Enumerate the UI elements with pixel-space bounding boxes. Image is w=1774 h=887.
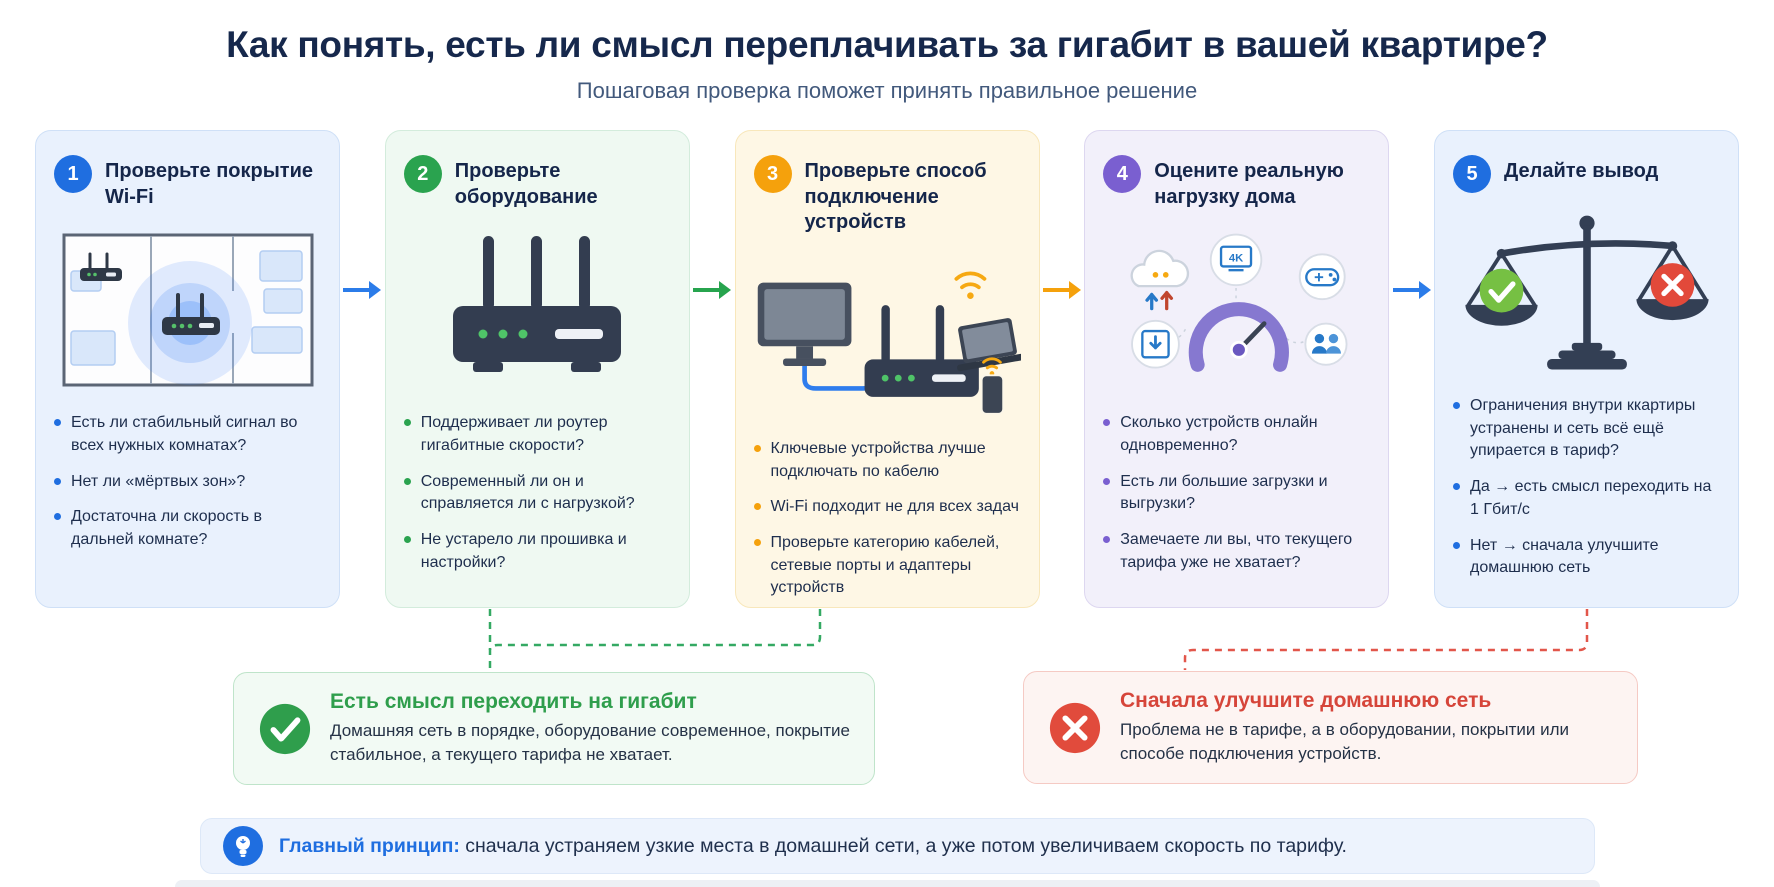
arrow-right-icon: [341, 278, 383, 302]
list-item: [54, 506, 321, 551]
outcome-negative-text: Проблема не в тарифе, а в оборудовании, покрытии или способе подключения устройств.: [1120, 719, 1570, 763]
bullet-text: Поддерживает ли роутер гигабитные скорости?: [420, 414, 608, 454]
wired-devices-illustration: [754, 240, 1021, 432]
outcome-positive-text: Домашняя сеть в порядке, оборудование современное, покрытие стабильное, а текущего тарифа не хватает.: [330, 720, 850, 764]
wifi-coverage-illustration: [54, 214, 321, 406]
steps-row: [35, 130, 1739, 608]
bullet-text: Замечаете ли вы, что текущего тарифа уже не хватает?: [1120, 531, 1353, 571]
step-5-header: [1453, 155, 1720, 193]
step-1-bullets: [54, 412, 321, 552]
scales-illustration: [1453, 197, 1720, 389]
step-2-header: [404, 155, 671, 210]
step-2-bullets: [404, 412, 671, 574]
list-item: [1453, 476, 1720, 521]
step-1-header: [54, 155, 321, 210]
list-item: [404, 529, 671, 574]
outcome-positive-body: [330, 690, 850, 767]
arrow-right-icon: [1391, 278, 1433, 302]
step-4-number-badge: 4: [1103, 155, 1141, 193]
balance-scales-icon: [1454, 200, 1720, 386]
bullet-text: Wi-Fi подходит не для всех задач: [770, 498, 1019, 516]
list-item: [1453, 535, 1720, 580]
bullet-text: Нет ли «мёртвых зон»?: [71, 472, 246, 490]
bullet-text: Есть ли стабильный сигнал во всех нужных комнатах?: [71, 414, 298, 454]
bullet-dot: [54, 419, 61, 426]
bullet-dot: [1103, 419, 1110, 426]
list-item: [404, 412, 671, 457]
router-icon: [427, 230, 647, 390]
svg-text:4K: 4K: [1229, 252, 1244, 265]
x-circle-icon: [1048, 701, 1102, 755]
arrow-right-icon: [691, 278, 733, 302]
step-2-number-badge: 2: [404, 155, 442, 193]
flow-arrow-4: [1390, 130, 1434, 608]
principle-text: сначала устраняем узкие места в домашней сети, а уже потом увеличиваем скорость по тарифу.: [465, 834, 1347, 857]
step-card-2: [385, 130, 690, 608]
list-item: [754, 496, 1021, 519]
step-card-1: [35, 130, 340, 608]
lightbulb-icon: [223, 826, 263, 866]
bullet-dot: [54, 513, 61, 520]
principle-label: Главный принцип:: [279, 834, 460, 857]
check-circle-icon: [258, 702, 312, 756]
bullet-text: Не устарело ли прошивка и настройки?: [420, 531, 627, 571]
step-4-title: Оцените реальную нагрузку дома: [1154, 160, 1344, 208]
step-5-title: Делайте вывод: [1504, 160, 1659, 182]
principle-line: [279, 835, 1347, 858]
bullet-dot: [1103, 536, 1110, 543]
step-1-number-badge: 1: [54, 155, 92, 193]
step-card-4: [1084, 130, 1389, 608]
bullet-dot: [404, 536, 411, 543]
bullet-text: Проверьте категорию кабелей, сетевые порты и адаптеры устройств: [770, 533, 1000, 597]
step-5-bullets: [1453, 395, 1720, 580]
bullet-dot: [1453, 402, 1460, 409]
outcome-positive-title: Есть смысл переходить на гигабит: [330, 689, 697, 713]
step-2-title: Проверьте оборудование: [454, 160, 598, 208]
outcome-negative-body: [1120, 689, 1613, 766]
bullet-dot: [1453, 542, 1460, 549]
step-4-bullets: [1103, 412, 1370, 574]
bullet-text: Да → есть смысл переходить на 1 Гбит/с: [1470, 478, 1712, 518]
principle-banner: [200, 818, 1595, 874]
bullet-text: Ключевые устройства лучше подключать по кабелю: [770, 439, 986, 480]
list-item: [1103, 471, 1370, 516]
bullet-text: Есть ли большие загрузки и выгрузки?: [1120, 472, 1328, 513]
bullet-text: Ограничения внутри ккартиры устранены и сеть всё ещё упирается в тариф?: [1470, 397, 1696, 460]
connector-green-dashed: [490, 609, 820, 671]
bullet-text: Нет → сначала улучшите домашнюю сеть: [1470, 536, 1659, 577]
flow-arrow-1: [340, 130, 384, 608]
step-3-title: Проверьте способ подключение устройств: [804, 160, 987, 234]
bullet-dot: [754, 503, 761, 510]
network-load-gauge-icon: [1103, 224, 1370, 396]
step-1-title: Проверьте покрытие Wi-Fi: [105, 160, 314, 208]
step-4-header: [1103, 155, 1370, 210]
bullet-dot: [54, 478, 61, 485]
outcome-negative-title: Сначала улучшите домашнюю сеть: [1120, 688, 1492, 712]
wired-devices-icon: [754, 251, 1021, 421]
list-item: [54, 471, 321, 494]
bullet-text: Сколько устройств онлайн одновременно?: [1120, 414, 1318, 454]
page-subtitle: Пошаговая проверка поможет принять правильное решение: [576, 78, 1198, 103]
step-3-header: [754, 155, 1021, 236]
outcome-negative-card: [1023, 671, 1638, 784]
list-item: [754, 438, 1021, 483]
step-card-3: [735, 130, 1040, 608]
bullet-dot: [754, 539, 761, 546]
bullet-text: Достаточна ли скорость в дальней комнате?: [71, 508, 263, 549]
connector-red-dashed: [1185, 609, 1587, 670]
list-item: [1103, 412, 1370, 457]
list-item: [1453, 395, 1720, 463]
list-item: [1103, 529, 1370, 574]
list-item: [54, 412, 321, 457]
page-title: Как понять, есть ли смысл переплачивать за гигабит в вашей квартире?: [226, 24, 1548, 65]
router-illustration: [404, 214, 671, 406]
network-load-illustration: [1103, 214, 1370, 406]
bullet-dot: [754, 445, 761, 452]
step-3-number-badge: 3: [754, 155, 792, 193]
flow-arrow-2: [690, 130, 734, 608]
bullet-dot: [404, 419, 411, 426]
bullet-dot: [1103, 478, 1110, 485]
wifi-coverage-floorplan-icon: [62, 233, 314, 387]
flow-arrow-3: [1040, 130, 1084, 608]
list-item: [754, 532, 1021, 600]
outcome-positive-card: [233, 672, 875, 785]
bullet-dot: [1453, 483, 1460, 490]
list-item: [404, 471, 671, 516]
bottom-strip: [175, 880, 1600, 887]
step-3-bullets: [754, 438, 1021, 600]
step-card-5: [1434, 130, 1739, 608]
bullet-dot: [404, 478, 411, 485]
step-5-number-badge: 5: [1453, 155, 1491, 193]
bullet-text: Современный ли он и справляется ли с нагрузкой?: [420, 472, 635, 513]
arrow-right-icon: [1041, 278, 1083, 302]
